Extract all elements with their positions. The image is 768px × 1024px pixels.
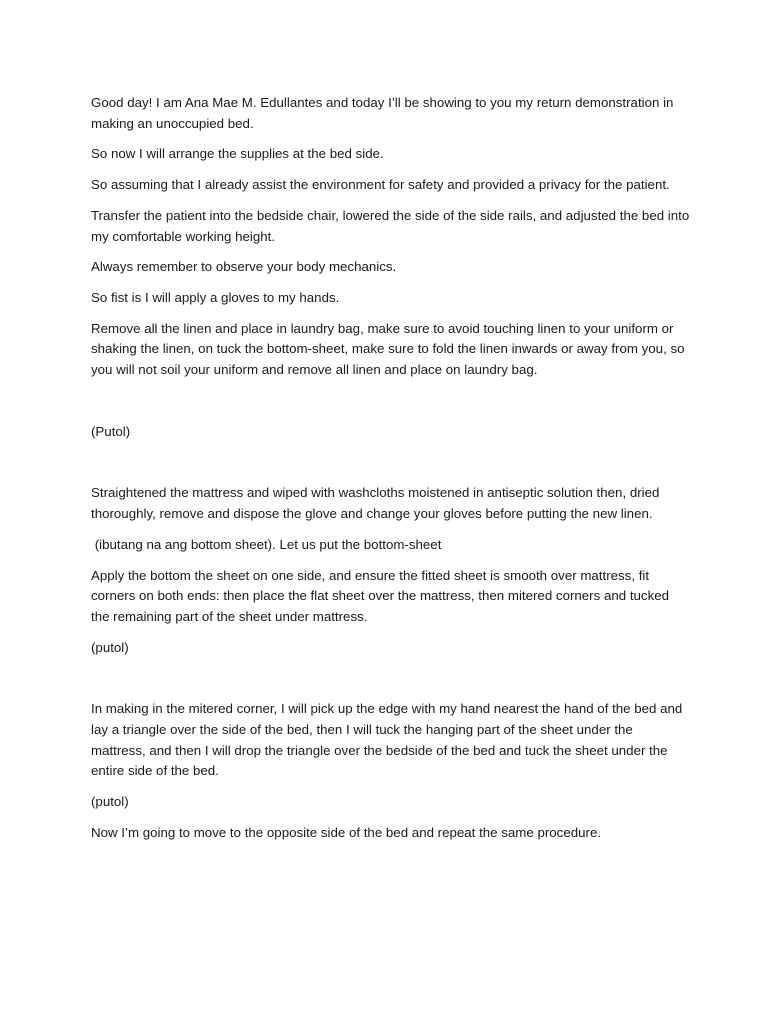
paragraph-supplies: So now I will arrange the supplies at the bed side. — [91, 146, 384, 162]
paragraph-bottom-sheet-note: (ibutang na ang bottom sheet). Let us put the bottom-sheet — [91, 536, 442, 552]
paragraph-putol-2: (putol) — [91, 639, 129, 655]
paragraph-putol-3: (putol) — [91, 794, 129, 810]
paragraph-environment: So assuming that I already assist the environment for safety and provided a privacy for the patient. — [91, 177, 670, 193]
paragraph-body-mechanics: Always remember to observe your body mechanics. — [91, 259, 397, 275]
paragraph-mattress: Straightened the mattress and wiped with washcloths moistened in antiseptic solution then, dried thoroughly, remove and dispose the glove and change your gloves before putting the new linen. — [91, 485, 660, 522]
paragraph-opposite-side: Now I’m going to move to the opposite side of the bed and repeat the same procedure. — [91, 824, 602, 840]
paragraph-transfer: Transfer the patient into the bedside chair, lowered the side of the side rails, and adjusted the bed into my comfortable working height. — [91, 207, 690, 244]
paragraph-mitered-corner: In making in the mitered corner, I will pick up the edge with my hand nearest the hand of the bed and lay a triangle over the side of the bed, then I will tuck the hanging part of the sheet under the mattress, and then I will drop the triangle over the bedside of the bed and tuck the sheet under the entire side of the bed. — [91, 701, 683, 779]
paragraph-apply-sheet: Apply the bottom the sheet on one side, and ensure the fitted sheet is smooth over mattress, fit corners on both ends: then place the flat sheet over the mattress, then mitered corners and tucked the remaining part of the sheet under mattress. — [91, 567, 670, 624]
paragraph-remove-linen: Remove all the linen and place in laundry bag, make sure to avoid touching linen to your uniform or shaking the linen, on tuck the bottom-sheet, make sure to fold the linen inwards or away from you, so you will not soil your uniform and remove all linen and place on laundry bag. — [91, 320, 685, 378]
document-body — [91, 93, 691, 854]
paragraph-gloves: So fist is I will apply a gloves to my hands. — [91, 289, 340, 305]
paragraph-putol-1: (Putol) — [91, 423, 131, 439]
paragraph-intro: Good day! I am Ana Mae M. Edullantes and today I’ll be showing to you my return demonstration in making an unoccupied bed. — [91, 95, 674, 131]
